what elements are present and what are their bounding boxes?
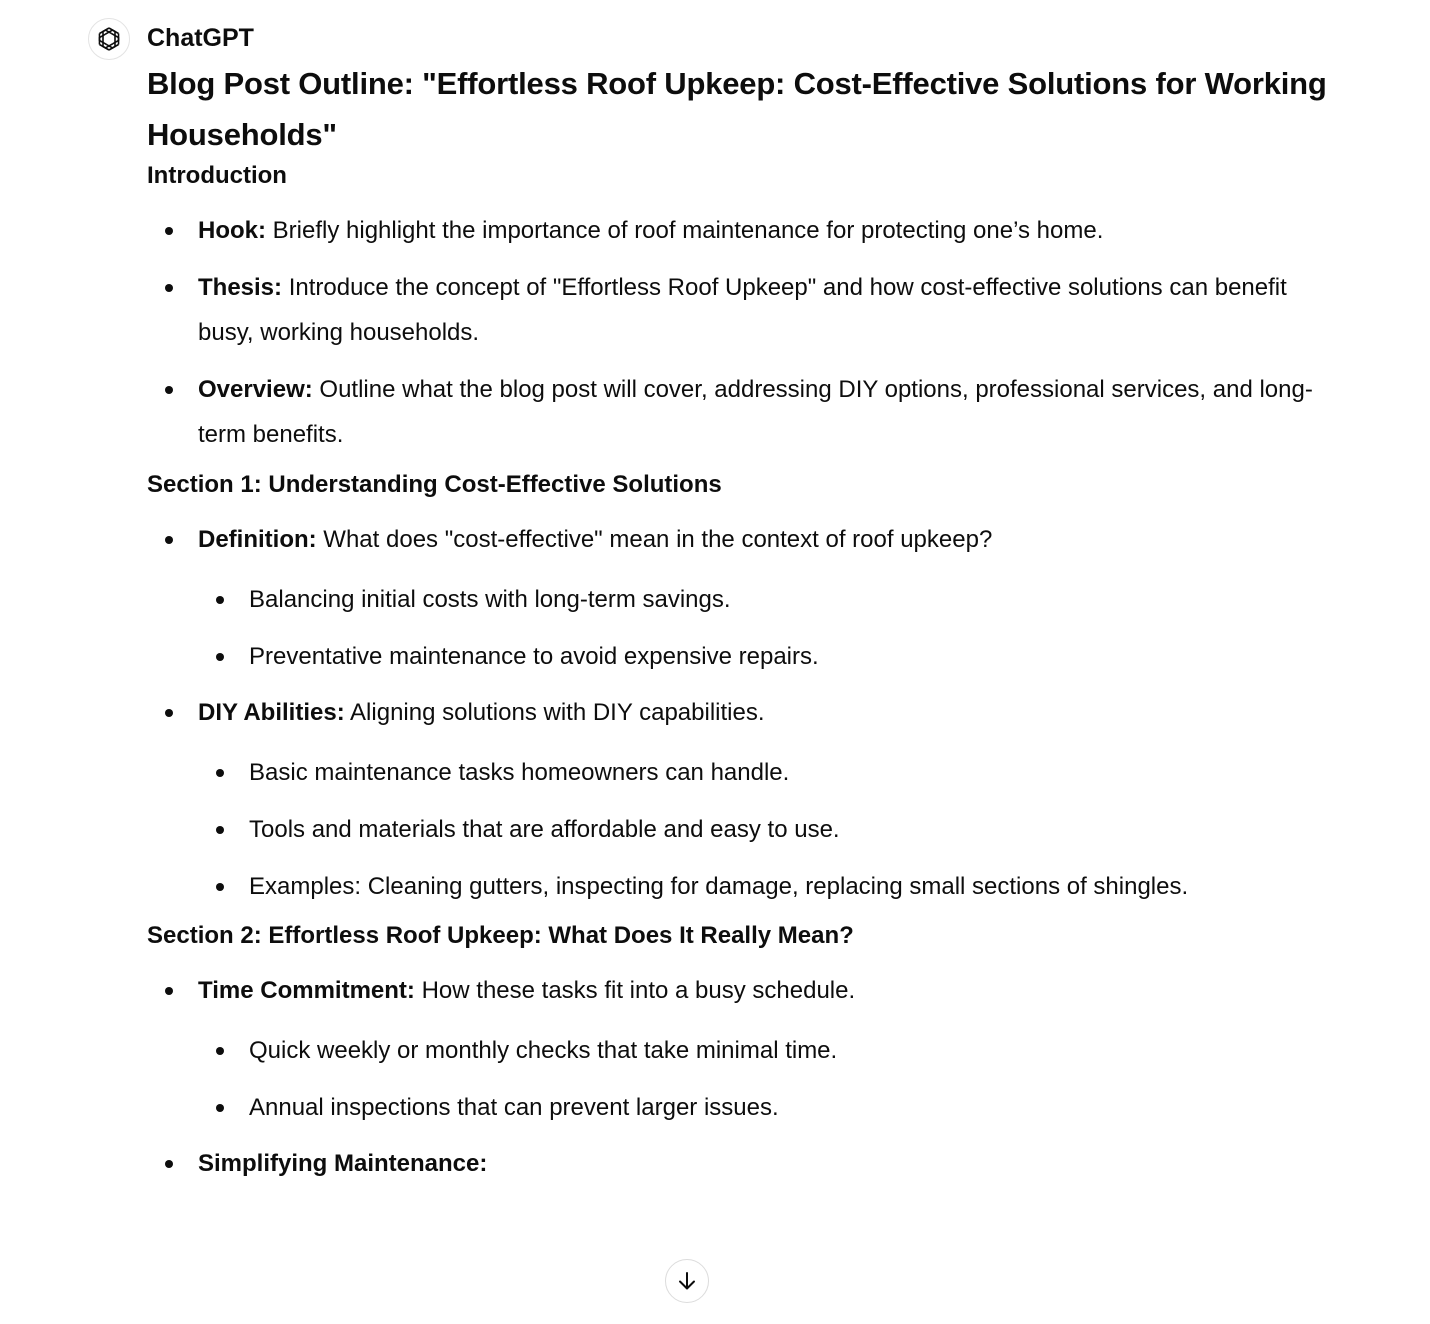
- item-text: Aligning solutions with DIY capabilities.: [344, 699, 765, 726]
- item-label: Hook:: [198, 217, 266, 244]
- list-item: [147, 265, 1327, 355]
- sub-list-item: Balancing initial costs with long-term savings.: [198, 577, 1327, 622]
- sub-list-item: Annual inspections that can prevent larger issues.: [198, 1085, 1327, 1130]
- introduction-heading: Introduction: [147, 162, 287, 189]
- openai-logo-icon: [95, 25, 123, 53]
- item-text: Outline what the blog post will cover, addressing DIY options, professional services, and long-term benefits.: [198, 376, 1313, 448]
- scroll-to-bottom-button[interactable]: [665, 1259, 709, 1303]
- item-label: Thesis:: [198, 274, 283, 301]
- list-item: [147, 517, 1327, 679]
- list-item: [147, 367, 1327, 457]
- introduction-list: [147, 208, 1327, 457]
- post-title: Blog Post Outline: "Effortless Roof Upkeep: Cost-Effective Solutions for Working Households": [147, 66, 1327, 152]
- sub-list: [198, 577, 1327, 679]
- item-text: What does "cost-effective" mean in the context of roof upkeep?: [316, 526, 993, 553]
- section1-heading: Section 1: Understanding Cost-Effective Solutions: [147, 471, 722, 498]
- assistant-avatar: [88, 18, 130, 60]
- list-item: [147, 690, 1327, 909]
- sub-list: [198, 750, 1327, 909]
- sub-list: [198, 1028, 1327, 1130]
- item-label: DIY Abilities:: [198, 699, 345, 726]
- list-item: [147, 968, 1327, 1130]
- item-label: Definition:: [198, 526, 317, 553]
- sub-list-item: Tools and materials that are affordable and easy to use.: [198, 807, 1327, 852]
- item-label: Time Commitment:: [198, 977, 415, 1004]
- list-item: [147, 208, 1327, 253]
- sub-list-item: Quick weekly or monthly checks that take minimal time.: [198, 1028, 1327, 1073]
- sub-list-item: Preventative maintenance to avoid expensive repairs.: [198, 634, 1327, 679]
- item-label: Simplifying Maintenance:: [198, 1150, 488, 1177]
- sender-name: ChatGPT: [147, 24, 254, 52]
- item-text: Briefly highlight the importance of roof maintenance for protecting one’s home.: [266, 217, 1104, 244]
- sub-list-item: Basic maintenance tasks homeowners can handle.: [198, 750, 1327, 795]
- section2-list: [147, 968, 1327, 1186]
- item-text: How these tasks fit into a busy schedule.: [414, 977, 856, 1004]
- section1-list: [147, 517, 1327, 909]
- list-item: [147, 1141, 1327, 1186]
- arrow-down-icon: [675, 1269, 699, 1293]
- section2-heading: Section 2: Effortless Roof Upkeep: What Does It Really Mean?: [147, 922, 854, 949]
- item-text: Introduce the concept of "Effortless Roof Upkeep" and how cost-effective solutions can benefit busy, working households.: [198, 274, 1287, 346]
- item-label: Overview:: [198, 376, 313, 403]
- sub-list-item: Examples: Cleaning gutters, inspecting for damage, replacing small sections of shingles.: [198, 864, 1327, 909]
- assistant-message: [147, 58, 1327, 1198]
